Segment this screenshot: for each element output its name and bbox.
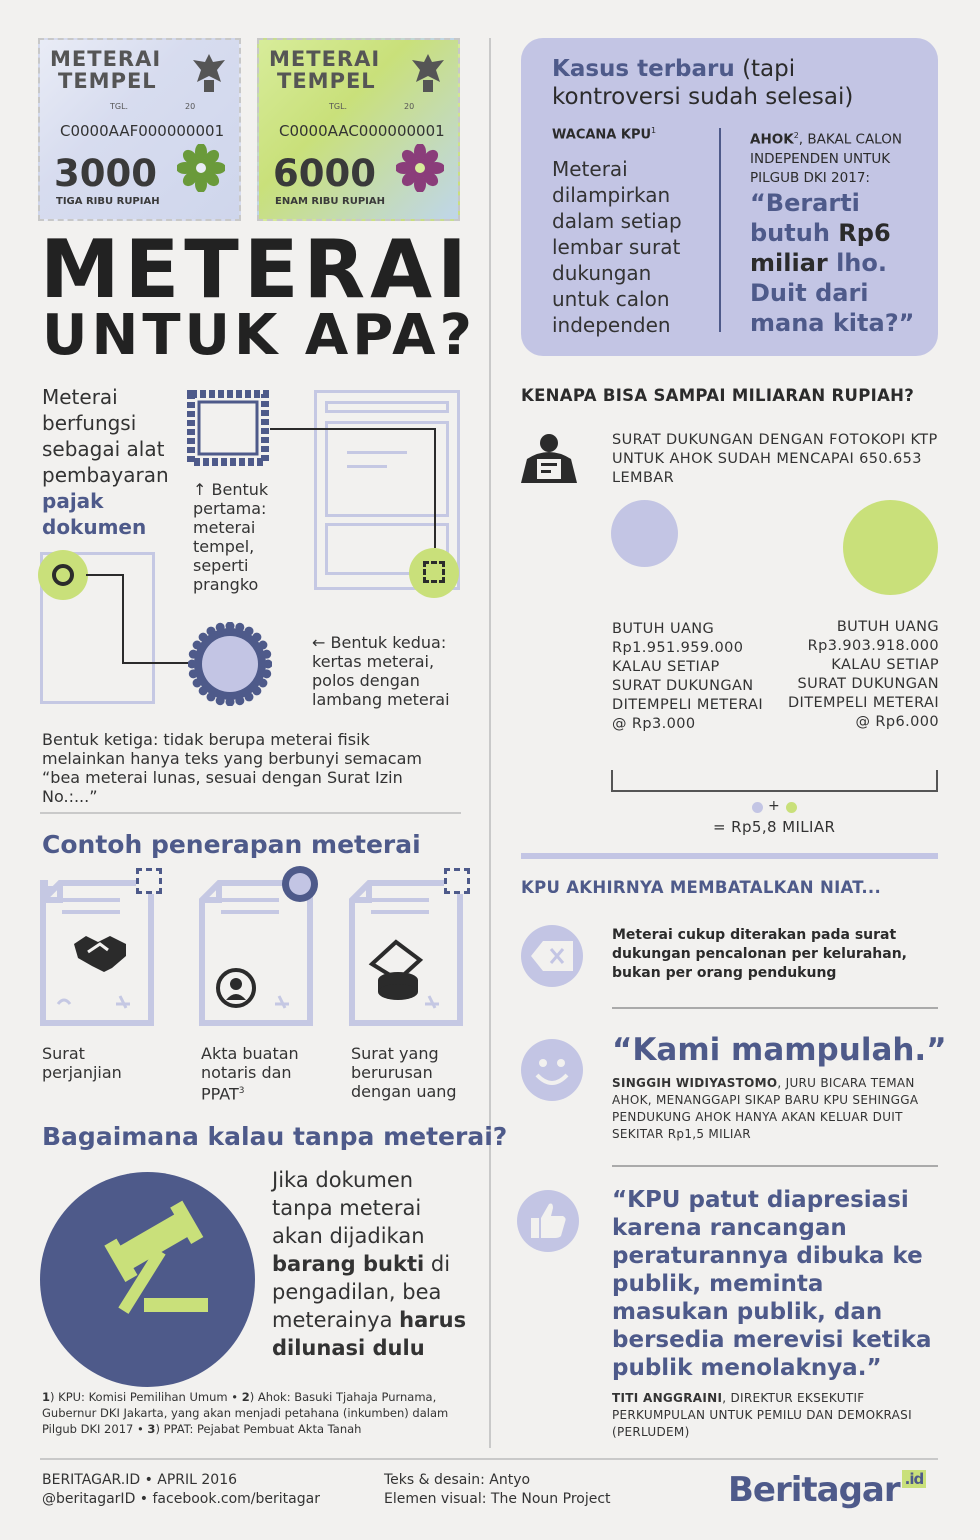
seal-mini-icon xyxy=(52,564,74,586)
ahok-quote xyxy=(750,188,930,338)
garuda-icon xyxy=(191,52,227,96)
stamp-mini-icon xyxy=(423,561,445,583)
seal-tooth xyxy=(262,669,271,678)
connector-line-5 xyxy=(122,662,188,664)
why-right: BUTUH UANG Rp3.903.918.000 KALAU SETIAP SURAT DUKUNGAN DITEMPELI METERAI @ Rp6.000 xyxy=(787,619,939,730)
seal-tooth xyxy=(193,641,202,650)
notary-seal-icon xyxy=(214,966,258,1010)
cancel-role2: , JURU BICARA TEMAN AHOK, MENANGGAPI SIKAP BARU KPU SEHINGGA PENDUKUNG AHOK HANYA AKAN KELUAR DUIT SEKITAR Rp1,5 MILIAR xyxy=(612,1076,919,1141)
fn-t3: ) PPAT: Pejabat Pembuat Akta Tanah xyxy=(155,1422,362,1436)
example-label-2 xyxy=(201,1044,311,1103)
examples-title: Contoh penerapan meterai xyxy=(42,830,421,859)
seal-tooth xyxy=(258,641,267,650)
form1-caption: ↑ Bentuk pertama: meterai tempel, seperti prangko xyxy=(193,480,269,594)
stamp-words: ENAM RIBU RUPIAH xyxy=(275,196,385,207)
intro-text xyxy=(42,384,182,540)
cancel-item1: Meterai cukup diterakan pada surat dukungan pencalonan per kelurahan, bukan per orang pendukung xyxy=(612,927,907,981)
ahok-label-sup: 2 xyxy=(793,131,799,140)
smile-icon xyxy=(521,1039,583,1101)
cancel-quote3: “KPU patut diapresiasi karena rancangan peraturannya dibuka ke publik, meminta masukan publik, dan bersedia merevisi ketika publik menolaknya.” xyxy=(612,1187,932,1381)
seal-tooth xyxy=(199,686,208,695)
ahok-quote-c: lho. Duit dari mana kita?” xyxy=(750,249,915,337)
seal-tooth xyxy=(235,623,244,632)
cancel-role3: , DIREKTUR EKSEKUTIF PERKUMPULAN UNTUK PEMILU DAN DEMOKRASI (PERLUDEM) xyxy=(612,1391,912,1439)
footer-line2: @beritagarID • facebook.com/beritagar xyxy=(42,1491,320,1507)
without-p1: Jika dokumen tanpa meterai akan dijadikan xyxy=(272,1168,425,1248)
flower-icon xyxy=(177,144,225,192)
bubble-6000 xyxy=(843,500,938,595)
stamp-words: TIGA RIBU RUPIAH xyxy=(56,196,160,207)
connector-line-3 xyxy=(86,574,124,576)
ahok-quote-b: Rp6 miliar xyxy=(750,219,891,277)
stamp-3000 xyxy=(38,38,241,221)
flower-icon xyxy=(396,144,444,192)
case-title-bold: Kasus terbaru xyxy=(552,56,735,82)
seal-tooth xyxy=(262,650,271,659)
ahok-label-rest: , BAKAL CALON INDEPENDEN UNTUK PILGUB DKI 2017: xyxy=(750,131,902,186)
why-total: = Rp5,8 MILIAR xyxy=(713,818,836,836)
fn-t2: ) Ahok: Basuki Tjahaja Purnama, Gubernur DKI Jakarta, yang akan menjadi petahana (inkumben) dalam Pilgub DKI 2017 • xyxy=(42,1390,449,1436)
footnotes xyxy=(42,1389,462,1437)
stamp-title-2: TEMPEL xyxy=(277,69,376,93)
stamp-year: 20 xyxy=(185,102,196,111)
seal-tooth xyxy=(245,692,254,701)
cancel-attrib2 xyxy=(612,1075,938,1143)
footer-divider xyxy=(40,1458,938,1460)
fn-t1: ) KPU: Komisi Pemilihan Umum • xyxy=(50,1390,242,1404)
ahok-label-bold: AHOK xyxy=(750,131,794,148)
without-title: Bagaimana kalau tanpa meterai? xyxy=(42,1122,508,1151)
kpu-label xyxy=(552,126,656,142)
stamp-dashed-1 xyxy=(136,868,162,894)
seal-tooth xyxy=(199,633,208,642)
seal-tooth xyxy=(216,696,225,705)
seal-tooth xyxy=(189,669,198,678)
why-title: KENAPA BISA SAMPAI MILIARAN RUPIAH? xyxy=(521,386,915,405)
without-text xyxy=(272,1166,472,1362)
main-title-line1: METERAI xyxy=(40,223,472,316)
stamp-value: 3000 xyxy=(54,152,157,195)
divider-right-thick xyxy=(521,853,938,859)
footer-credit1: Teks & desain: Antyo xyxy=(384,1472,531,1488)
without-p2: di pengadilan, bea meterainya xyxy=(272,1252,451,1332)
footer-credit2: Elemen visual: The Noun Project xyxy=(384,1491,611,1507)
form3-caption: Bentuk ketiga: tidak berupa meterai fisik melainkan hanya teks yang berbunyi semacam “bea meterai lunas, sesuai dengan Surat Izin No.:...” xyxy=(42,730,422,806)
column-divider xyxy=(489,38,491,1448)
example-label-2-sup: 3 xyxy=(238,1086,245,1096)
form2-caption: ← Bentuk kedua: kertas meterai, polos dengan lambang meterai xyxy=(312,633,450,709)
stamp-value: 6000 xyxy=(273,152,376,195)
why-support: SURAT DUKUNGAN DENGAN FOTOKOPI KTP UNTUK AHOK SUDAH MENCAPAI 650.653 LEMBAR xyxy=(612,432,938,486)
gavel-icon xyxy=(40,1172,255,1387)
why-plus: + xyxy=(768,798,780,814)
connector-line-1 xyxy=(270,428,436,430)
example-label-2-text: Akta buatan notaris dan PPAT xyxy=(201,1044,299,1104)
stamp-title-2: TEMPEL xyxy=(58,69,157,93)
without-b1: barang bukti xyxy=(272,1252,425,1276)
example-label-3: Surat yang berurusan dengan uang xyxy=(351,1044,457,1101)
brand-suffix: .id xyxy=(902,1470,927,1488)
stamp-year: 20 xyxy=(404,102,415,111)
kpu-label-sup: 1 xyxy=(651,126,657,135)
dot-lime xyxy=(786,802,797,813)
seal-tooth xyxy=(258,679,267,688)
ahok-label xyxy=(750,126,930,188)
without-b2: harus dilunasi dulu xyxy=(272,1308,467,1360)
main-title-line2: UNTUK APA? xyxy=(42,303,476,368)
brand-logo[interactable] xyxy=(728,1470,926,1510)
stamp-dashed-3 xyxy=(444,868,470,894)
stamp-code: C0000AAF000000001 xyxy=(60,122,225,140)
divider-left-1 xyxy=(40,812,461,814)
stamp-title-1: METERAI xyxy=(50,47,162,71)
divider-right-2 xyxy=(612,1007,938,1009)
example-label-1: Surat perjanjian xyxy=(42,1044,122,1082)
stamp-6000 xyxy=(257,38,460,221)
seal-tooth xyxy=(207,627,216,636)
bubble-3000 xyxy=(611,500,678,567)
seal-tooth xyxy=(245,627,254,636)
kpu-label-text: WACANA KPU xyxy=(552,127,652,143)
cancel-name3: TITI ANGGRAINI xyxy=(612,1391,723,1405)
fn-n1: 1 xyxy=(42,1390,51,1404)
seal-tooth xyxy=(207,692,216,701)
case-title-rest: (tapi kontroversi sudah selesai) xyxy=(552,56,854,110)
seal-tooth xyxy=(252,686,261,695)
fn-n3: 3 xyxy=(147,1422,156,1436)
stamp-tgl: TGL. xyxy=(329,102,348,111)
intro-plain: Meterai berfungsi sebagai alat pembayaran xyxy=(42,385,169,487)
seal-tooth xyxy=(235,696,244,705)
connector-line-2 xyxy=(434,428,436,548)
dot-lavender xyxy=(752,802,763,813)
footer-line1: BERITAGAR.ID • APRIL 2016 xyxy=(42,1472,238,1488)
handshake-icon xyxy=(72,930,128,974)
cancel-quote2: “Kami mampulah.” xyxy=(612,1032,947,1068)
seal-tooth xyxy=(216,623,225,632)
divider-right-3 xyxy=(612,1165,938,1167)
why-left: BUTUH UANG Rp1.951.959.000 KALAU SETIAP SURAT DUKUNGAN DITEMPELI METERAI @ Rp3.000 xyxy=(612,621,764,732)
bracket xyxy=(611,770,938,792)
brand-name: Beritagar xyxy=(728,1470,900,1510)
seal-icon xyxy=(188,622,272,706)
connector-line-4 xyxy=(122,574,124,664)
thumbs-up-icon xyxy=(517,1190,579,1252)
kpu-text: Meterai dilampirkan dalam setiap lembar surat dukungan untuk calon independen xyxy=(552,157,682,337)
seal-tooth xyxy=(193,679,202,688)
seal-tooth xyxy=(189,650,198,659)
cancel-attrib3 xyxy=(612,1390,938,1441)
cancel-title: KPU AKHIRNYA MEMBATALKAN NIAT... xyxy=(521,878,882,897)
ahok-quote-a: “Berarti butuh xyxy=(750,189,860,247)
stamp-tgl: TGL. xyxy=(110,102,129,111)
stamp-title-1: METERAI xyxy=(269,47,381,71)
seal-tooth xyxy=(252,633,261,642)
cancel-name2: SINGGIH WIDIYASTOMO xyxy=(612,1076,778,1090)
stamp-outline-icon xyxy=(187,390,269,466)
case-divider xyxy=(719,128,721,332)
delete-icon xyxy=(529,939,575,973)
stamp-code: C0000AAC000000001 xyxy=(279,122,445,140)
seal-badge-2-inner xyxy=(289,873,311,895)
garuda-icon xyxy=(410,52,446,96)
money-icon xyxy=(362,934,432,1004)
intro-bold: pajak dokumen xyxy=(42,489,147,539)
person-id-icon xyxy=(521,433,577,487)
fn-n2: 2 xyxy=(241,1390,250,1404)
case-title xyxy=(552,55,912,111)
